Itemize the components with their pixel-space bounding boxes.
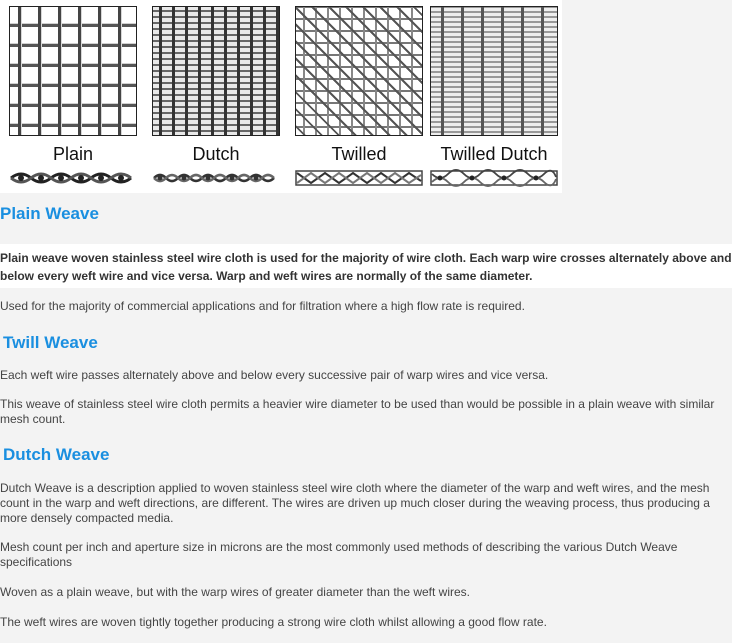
weave-sample-twilled-dutch: [430, 6, 558, 187]
twilled-dutch-weave-cross-section: [430, 169, 558, 187]
dutch-weave-swatch: [152, 6, 280, 136]
weave-sample-label: Twilled Dutch: [440, 144, 548, 164]
twilled-weave-swatch: [295, 6, 423, 136]
plain-weave-lead: Plain weave woven stainless steel wire cloth is used for the majority of wire cloth. Each warp wire crosses alternately above and below every weft wire and vice versa. Warp and weft wires are normally of the same diameter.: [0, 244, 732, 288]
dutch-weave-paragraph: Woven as a plain weave, but with the warp wires of greater diameter than the weft wires.: [0, 585, 471, 599]
weave-sample-twilled: [295, 6, 423, 187]
twill-weave-paragraph: This weave of stainless steel wire cloth permits a heavier wire diameter to be used than would be possible in a plain weave with similar mesh count.: [0, 397, 715, 426]
plain-weave-swatch: [9, 6, 137, 136]
plain-weave-heading: Plain Weave: [0, 204, 99, 223]
plain-weave-cross-section: [9, 169, 137, 187]
weave-descriptions: [0, 203, 732, 630]
weave-sample-label: Dutch: [192, 144, 240, 164]
dutch-weave-heading: Dutch Weave: [3, 445, 110, 464]
weave-sample-plain: [9, 6, 137, 187]
twill-weave-heading: Twill Weave: [3, 333, 98, 352]
dutch-weave-cross-section: [152, 169, 280, 187]
twill-weave-paragraph: Each weft wire passes alternately above and below every successive pair of warp wires and vice versa.: [0, 368, 549, 382]
twilled-weave-cross-section: [295, 169, 423, 187]
weave-sample-label: Plain: [52, 144, 94, 164]
twilled-dutch-weave-swatch: [430, 6, 558, 136]
weave-sample-dutch: [152, 6, 280, 187]
dutch-weave-paragraph: The weft wires are woven tightly together producing a strong wire cloth whilst allowing a good flow rate.: [0, 615, 547, 629]
dutch-weave-paragraph: Dutch Weave is a description applied to woven stainless steel wire cloth where the diameter of the warp and weft wires, and the mesh count in the warp and weft directions, are different. The wires are driven up much closer during the weaving process, thus producing a more densely compacted media.: [0, 481, 710, 525]
weave-sample-label: Twilled: [331, 144, 387, 164]
weave-types-figure: [0, 0, 562, 193]
dutch-weave-paragraph: Mesh count per inch and aperture size in microns are the most commonly used methods of describing the various Dutch Weave specifications: [0, 540, 678, 569]
plain-weave-paragraph: Used for the majority of commercial applications and for filtration where a high flow rate is required.: [0, 299, 525, 313]
